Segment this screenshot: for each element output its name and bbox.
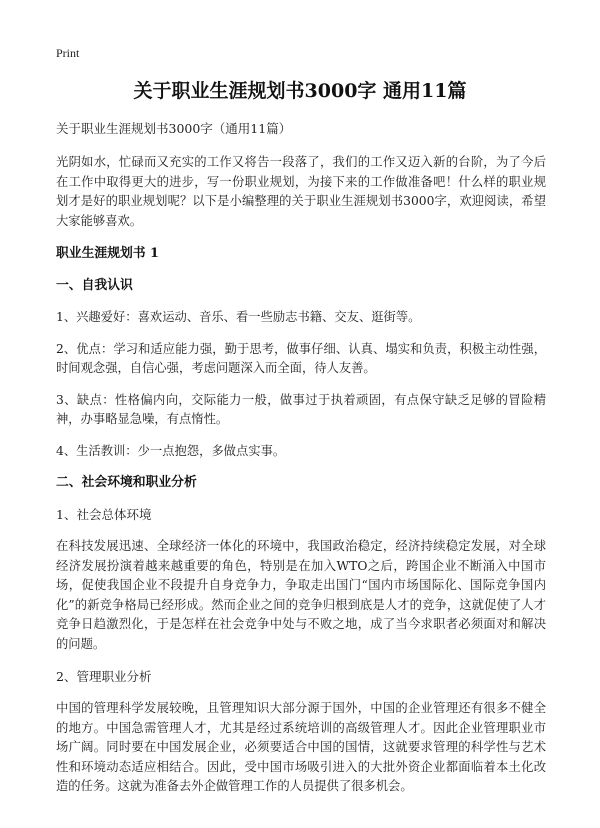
list-item: 4、生活教训：少一点抱怨，多做点实事。 xyxy=(56,443,286,458)
list-item: 2、优点：学习和适应能力强，勤于思考，做事仔细、认真、塌实和负责，积极主动性强，时间观念强，自信心强，考虑问题深入而全面，待人友善。 xyxy=(56,341,546,375)
article-body xyxy=(56,120,546,810)
print-link[interactable]: Print xyxy=(56,46,80,60)
subsection-heading-social: 1、社会总体环境 xyxy=(56,507,152,522)
section-heading-environment: 二、社会环境和职业分析 xyxy=(56,475,197,490)
article-heading: 职业生涯规划书 1 xyxy=(56,246,159,261)
document-title: 关于职业生涯规划书3000字 通用11篇 xyxy=(133,80,467,102)
list-item: 3、缺点：性格偏内向，交际能力一般，做事过于执着顽固，有点保守缺乏足够的冒险精神，办事略显急噪，有点惰性。 xyxy=(56,392,546,426)
section-heading-self-knowledge: 一、自我认识 xyxy=(56,278,133,293)
list-item: 1、兴趣爱好：喜欢运动、音乐、看一些励志书籍、交友、逛街等。 xyxy=(56,310,421,324)
document-subtitle: 关于职业生涯规划书3000字（通用11篇） xyxy=(56,121,292,136)
social-environment-paragraph: 在科技发展迅速、全球经济一体化的环境中，我国政治稳定，经济持续稳定发展，对全球经济发展扮演着越来越重要的角色，特别是在加入WTO之后，跨国企业不断涌入中国市场，促使我国企业不段提升自身竞争力，争取走出国门“国内市场国际化、国际竞争国内化”的新竞争格局已经形成。然而企业之间的竞争归根到底是人才的竞争，这就促使了人才竞争日趋激烈化，于是怎样在社会竞争中处与不败之地，成了当今求职者必须面对和解决的问题。 xyxy=(56,539,546,651)
intro-paragraph: 光阴如水，忙碌而又充实的工作又将告一段落了，我们的工作又迈入新的台阶，为了今后在工作中取得更大的进步，写一份职业规划，为接下来的工作做准备吧！什么样的职业规划才是好的职业规划呢？以下是小编整理的关于职业生涯规划书3000字，欢迎阅读，希望大家能够喜欢。 xyxy=(56,155,546,228)
subsection-heading-management: 2、管理职业分析 xyxy=(56,669,152,684)
management-paragraph: 中国的管理科学发展较晚，且管理知识大部分源于国外，中国的企业管理还有很多不健全的地方。中国急需管理人才，尤其是经过系统培训的高级管理人才。因此企业管理职业市场广阔。同时要在中国发展企业，必须要适合中国的国情，这就要求管理的科学性与艺术性和环境动态适应相结合。因此，受中国市场吸引进入的大批外资企业都面临着本土化改造的任务。这就为准备去外企做管理工作的人员提供了很多机会。 xyxy=(56,701,546,793)
